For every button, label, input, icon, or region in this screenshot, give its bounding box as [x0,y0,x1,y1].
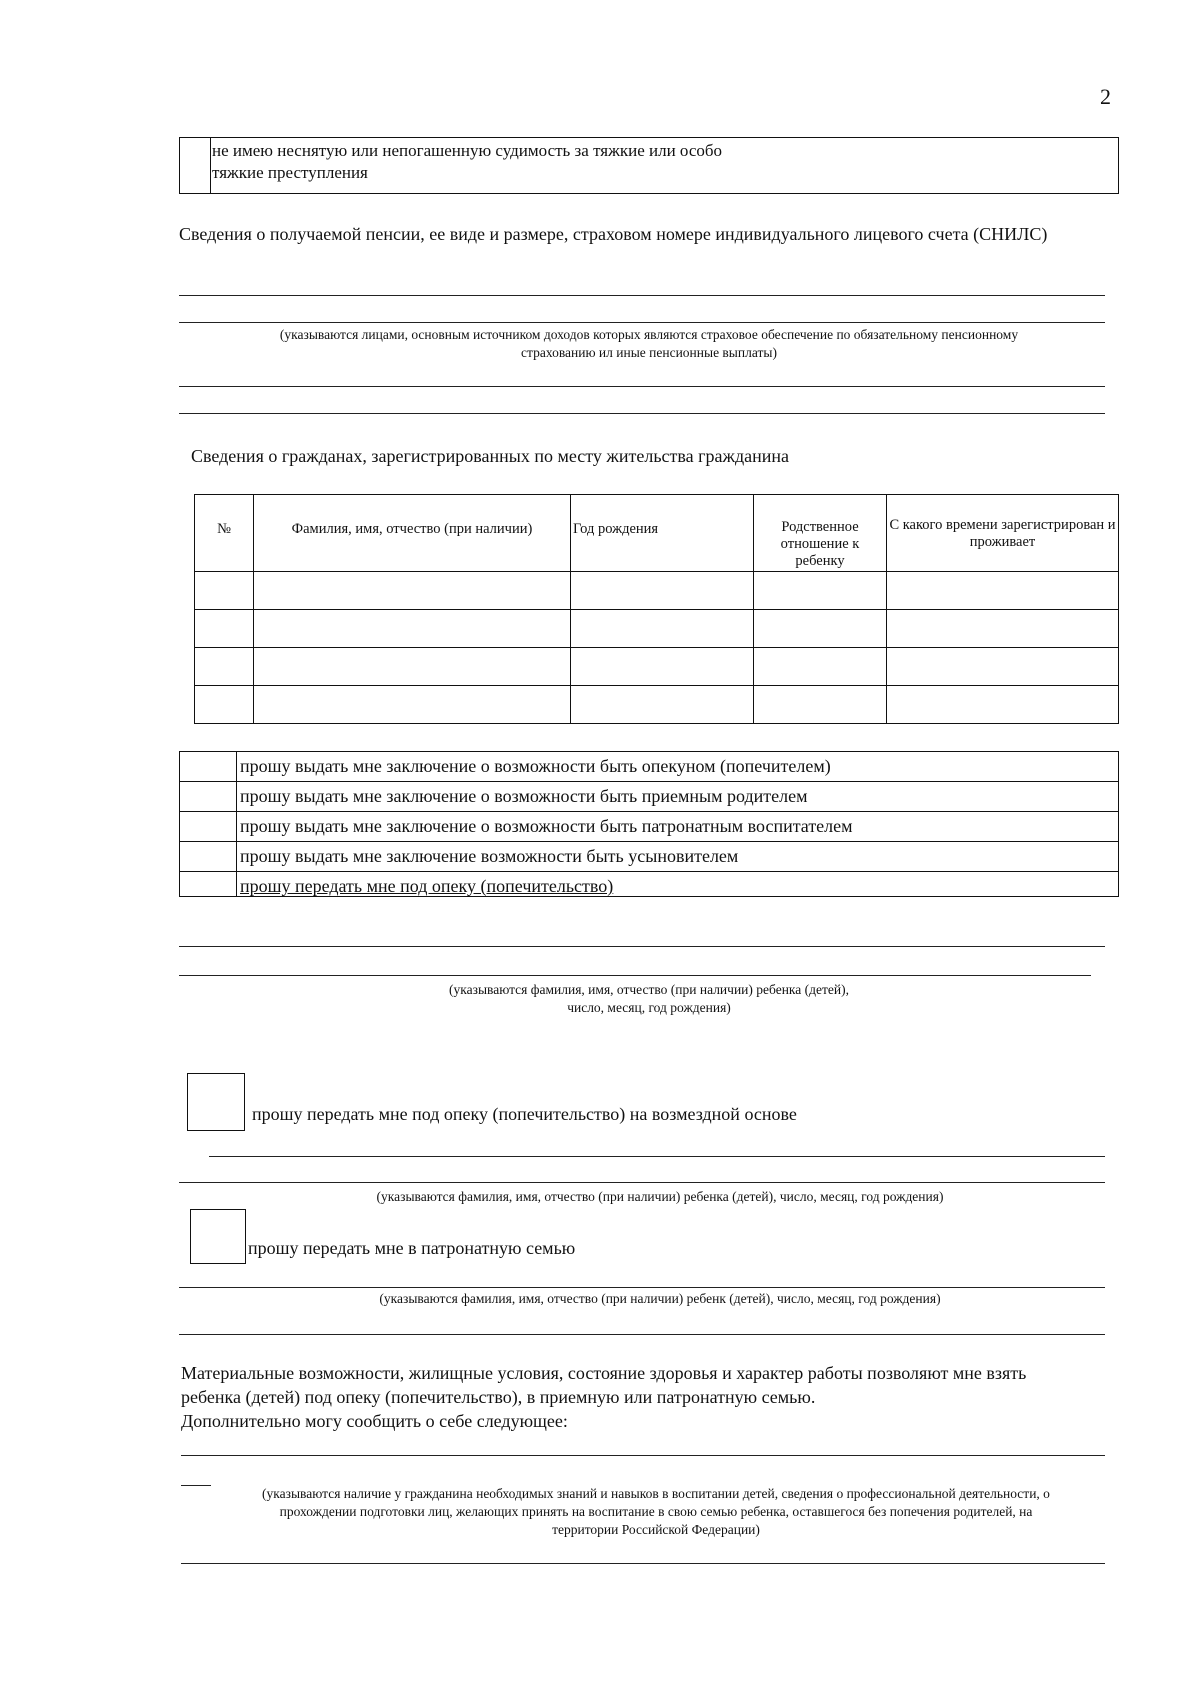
additional-note-line1: (указываются наличие у гражданина необходимых знаний и навыков в воспитании детей, сведения о профессиональной деятельности, о [262,1486,1050,1501]
table-cell[interactable] [754,610,887,648]
conditions-paragraph [181,1361,1121,1433]
criminal-record-line1: не имею неснятую или непогашенную судимость за тяжкие или особо [212,141,723,160]
request-label-foster-educator: прошу выдать мне заключение о возможности быть патронатным воспитателем [240,816,853,836]
table-row [195,648,1119,686]
table-cell[interactable] [571,686,754,724]
additional-info-line-1[interactable] [181,1455,1105,1456]
request-checkbox-guardianship-transfer[interactable] [180,872,237,896]
foster-family-label: прошу передать мне в патронатную семью [248,1238,576,1258]
pension-input-line-4[interactable] [179,413,1105,414]
page-number: 2 [1100,84,1111,109]
table-cell[interactable] [887,572,1119,610]
request-row-foster-educator [180,812,1118,842]
paid-guardianship-note: (указываются фамилия, имя, отчество (при наличии) ребенка (детей), число, месяц, год рождения) [376,1189,944,1204]
pension-input-line-2[interactable] [179,322,1105,323]
pension-note [179,326,1119,362]
child-note [179,981,1119,1017]
paid-guardianship-checkbox[interactable] [187,1073,245,1131]
table-cell[interactable] [887,610,1119,648]
table-cell[interactable] [887,648,1119,686]
table-cell[interactable] [195,572,254,610]
request-row-adoptive-parent [180,782,1118,812]
additional-info-line-2[interactable] [181,1563,1105,1564]
table-row [195,610,1119,648]
table-cell[interactable] [254,610,571,648]
table-row [195,572,1119,610]
table-cell[interactable] [571,572,754,610]
request-checkbox-adoptive-parent[interactable] [180,782,237,811]
table-cell[interactable] [195,686,254,724]
col-number: № [195,495,254,572]
table-cell[interactable] [254,572,571,610]
child-input-line-1[interactable] [179,946,1105,947]
request-label-guardianship-transfer: прошу передать мне под опеку (попечительство) [240,876,614,896]
table-cell[interactable] [754,572,887,610]
col-full-name: Фамилия, имя, отчество (при наличии) [254,495,571,572]
foster-family-note: (указываются фамилия, имя, отчество (при наличии) ребенк (детей), число, месяц, год рождения) [379,1291,941,1306]
table-cell[interactable] [254,648,571,686]
registered-header-row [195,495,1119,572]
foster-family-line-2[interactable] [179,1334,1105,1335]
request-label-adopter: прошу выдать мне заключение возможности быть усыновителем [240,846,739,866]
criminal-record-text [212,140,1112,184]
child-note-line2: число, месяц, год рождения) [567,1000,731,1015]
child-note-line1: (указываются фамилия, имя, отчество (при наличии) ребенка (детей), [449,982,849,997]
foster-family-line-1[interactable] [179,1287,1105,1288]
additional-note-line3: территории Российской Федерации) [552,1522,760,1537]
table-cell[interactable] [754,686,887,724]
conditions-line3: Дополнительно могу сообщить о себе следующее: [181,1411,568,1431]
table-cell[interactable] [254,686,571,724]
paid-guardianship-line-2[interactable] [179,1182,1105,1183]
request-checkbox-foster-educator[interactable] [180,812,237,841]
registered-heading: Сведения о гражданах, зарегистрированных по месту жительства гражданина [191,446,789,466]
col-registered-since: С какого времени зарегистрирован и проживает [887,495,1119,572]
request-checkbox-guardian[interactable] [180,752,237,781]
paid-guardianship-label: прошу передать мне под опеку (попечительство) на возмездной основе [252,1104,797,1124]
conditions-line2: ребенка (детей) под опеку (попечительство), в приемную или патронатную семью. [181,1387,816,1407]
criminal-record-line2: тяжкие преступления [212,163,368,182]
paid-guardianship-line-1[interactable] [209,1156,1105,1157]
conditions-line1: Материальные возможности, жилищные условия, состояние здоровья и характер работы позволяют мне взять [181,1363,1027,1383]
additional-note [176,1485,1136,1539]
table-cell[interactable] [571,610,754,648]
criminal-record-row [179,137,1119,194]
table-cell[interactable] [887,686,1119,724]
request-row-guardianship-transfer [180,872,1118,896]
request-row-adopter [180,842,1118,872]
request-label-guardian: прошу выдать мне заключение о возможности быть опекуном (попечителем) [240,756,831,776]
request-label-adoptive-parent: прошу выдать мне заключение о возможности быть приемным родителем [240,786,808,806]
pension-input-line-1[interactable] [179,295,1105,296]
registered-table [194,494,1119,724]
table-row [195,686,1119,724]
col-birth-year: Год рождения [571,495,754,572]
table-cell[interactable] [195,610,254,648]
request-row-guardian [180,752,1118,782]
additional-note-line2: прохождении подготовки лиц, желающих принять на воспитание в свою семью ребенка, оставшегося без попечения родителей, на [279,1504,1033,1519]
child-input-line-2[interactable] [179,975,1091,976]
table-cell[interactable] [571,648,754,686]
request-checklist [179,751,1119,897]
foster-family-checkbox[interactable] [190,1209,246,1264]
table-cell[interactable] [754,648,887,686]
pension-input-line-3[interactable] [179,386,1105,387]
table-cell[interactable] [195,648,254,686]
pension-note-line1: (указываются лицами, основным источником доходов которых являются страховое обеспечение по обязательному пенсионному [279,327,1019,342]
pension-note-line2: страхованию ил иные пенсионные выплаты) [521,345,777,360]
col-relation: Родственное отношение к ребенку [754,495,887,572]
request-checkbox-adopter[interactable] [180,842,237,871]
pension-heading: Сведения о получаемой пенсии, ее виде и размере, страховом номере индивидуального лицевого счета (СНИЛС) [179,224,1048,244]
criminal-record-checkbox[interactable] [180,138,211,193]
